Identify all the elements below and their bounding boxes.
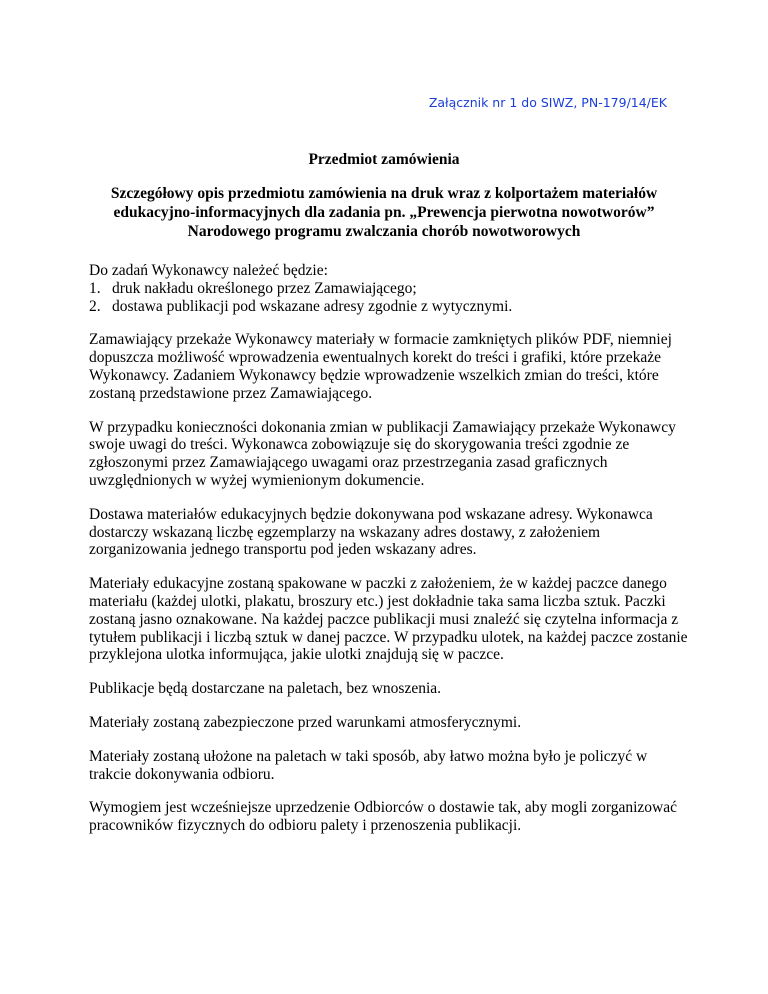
list-item — [89, 298, 689, 316]
annex-reference: Załącznik nr 1 do SIWZ, PN-179/14/EK — [428, 95, 667, 110]
subtitle-line: Narodowego programu zwalczania chorób nowotworowych — [187, 223, 581, 240]
paragraph-notification: Wymogiem jest wcześniejsze uprzedzenie Odbiorców o dostawie tak, aby mogli zorganizować pracowników fizycznych do odbioru palety i przenoszenia publikacji. — [89, 799, 678, 835]
paragraph-pallets: Publikacje będą dostarczane na paletach, bez wnoszenia. — [89, 680, 442, 698]
subtitle-line: edukacyjno-informacyjnych dla zadania pn. „Prewencja pierwotna nowotworów” — [113, 204, 655, 221]
list-item-number: 2. — [89, 297, 101, 315]
document-body — [89, 262, 689, 851]
paragraph-stacking: Materiały zostaną ułożone na paletach w taki sposób, aby łatwo można było je policzyć w trakcie dokonywania odbioru. — [89, 747, 648, 783]
document-title: Przedmiot zamówienia — [308, 151, 460, 168]
list-item-number: 1. — [89, 279, 101, 297]
tasks-intro: Do zadań Wykonawcy należeć będzie: — [89, 262, 328, 279]
paragraph-weather-protection: Materiały zostaną zabezpieczone przed warunkami atmosferycznymi. — [89, 713, 522, 731]
paragraph-delivery: Dostawa materiałów edukacyjnych będzie dokonywana pod wskazane adresy. Wykonawca dostarczy wskazaną liczbę egzemplarzy na wskazany adres dostawy, z założeniem zorganizowania jednego transportu pod jeden wskazany adres. — [89, 505, 653, 559]
paragraph-corrections: W przypadku konieczności dokonania zmian w publikacji Zamawiający przekaże Wykonawcy swoje uwagi do treści. Wykonawca zobowiązuje się do skorygowania treści zgodnie ze zgłoszonymi przez Zamawiającego uwagami oraz przestrzegania zasad graficznych uwzględnionych w wyżej wymienionym dokumencie. — [89, 418, 676, 489]
subtitle-line: Szczegółowy opis przedmiotu zamówienia na druk wraz z kolportażem materiałów — [110, 185, 658, 202]
list-item-text: druk nakładu określonego przez Zamawiającego; — [112, 279, 417, 297]
list-item — [89, 280, 689, 298]
paragraph-materials-pdf: Zamawiający przekaże Wykonawcy materiały w formacie zamkniętych plików PDF, niemniej dopuszcza możliwość wprowadzenia ewentualnych korekt do treści i grafiki, które przekaże Wykonawcy. Zadaniem Wykonawcy będzie wprowadzenie wszelkich zmian do treści, które zostaną przedstawione przez Zamawiającego. — [89, 331, 672, 402]
paragraph-packaging: Materiały edukacyjne zostaną spakowane w paczki z założeniem, że w każdej paczce danego materiału (każdej ulotki, plakatu, broszury etc.) jest dokładnie taka sama liczba sztuk. Paczki zostaną jasno oznakowane. Na każdej paczce publikacji musi znaleźć się czytelna informacja z tytułem publikacji i liczbą sztuk w danej paczce. W przypadku ulotek, na każdej paczce zostanie przyklejona ulotka informująca, jakie ulotki znajdują się w paczce. — [89, 575, 688, 664]
list-item-text: dostawa publikacji pod wskazane adresy zgodnie z wytycznymi. — [112, 297, 513, 315]
tasks-list — [89, 280, 689, 316]
document-subtitle — [100, 184, 668, 241]
